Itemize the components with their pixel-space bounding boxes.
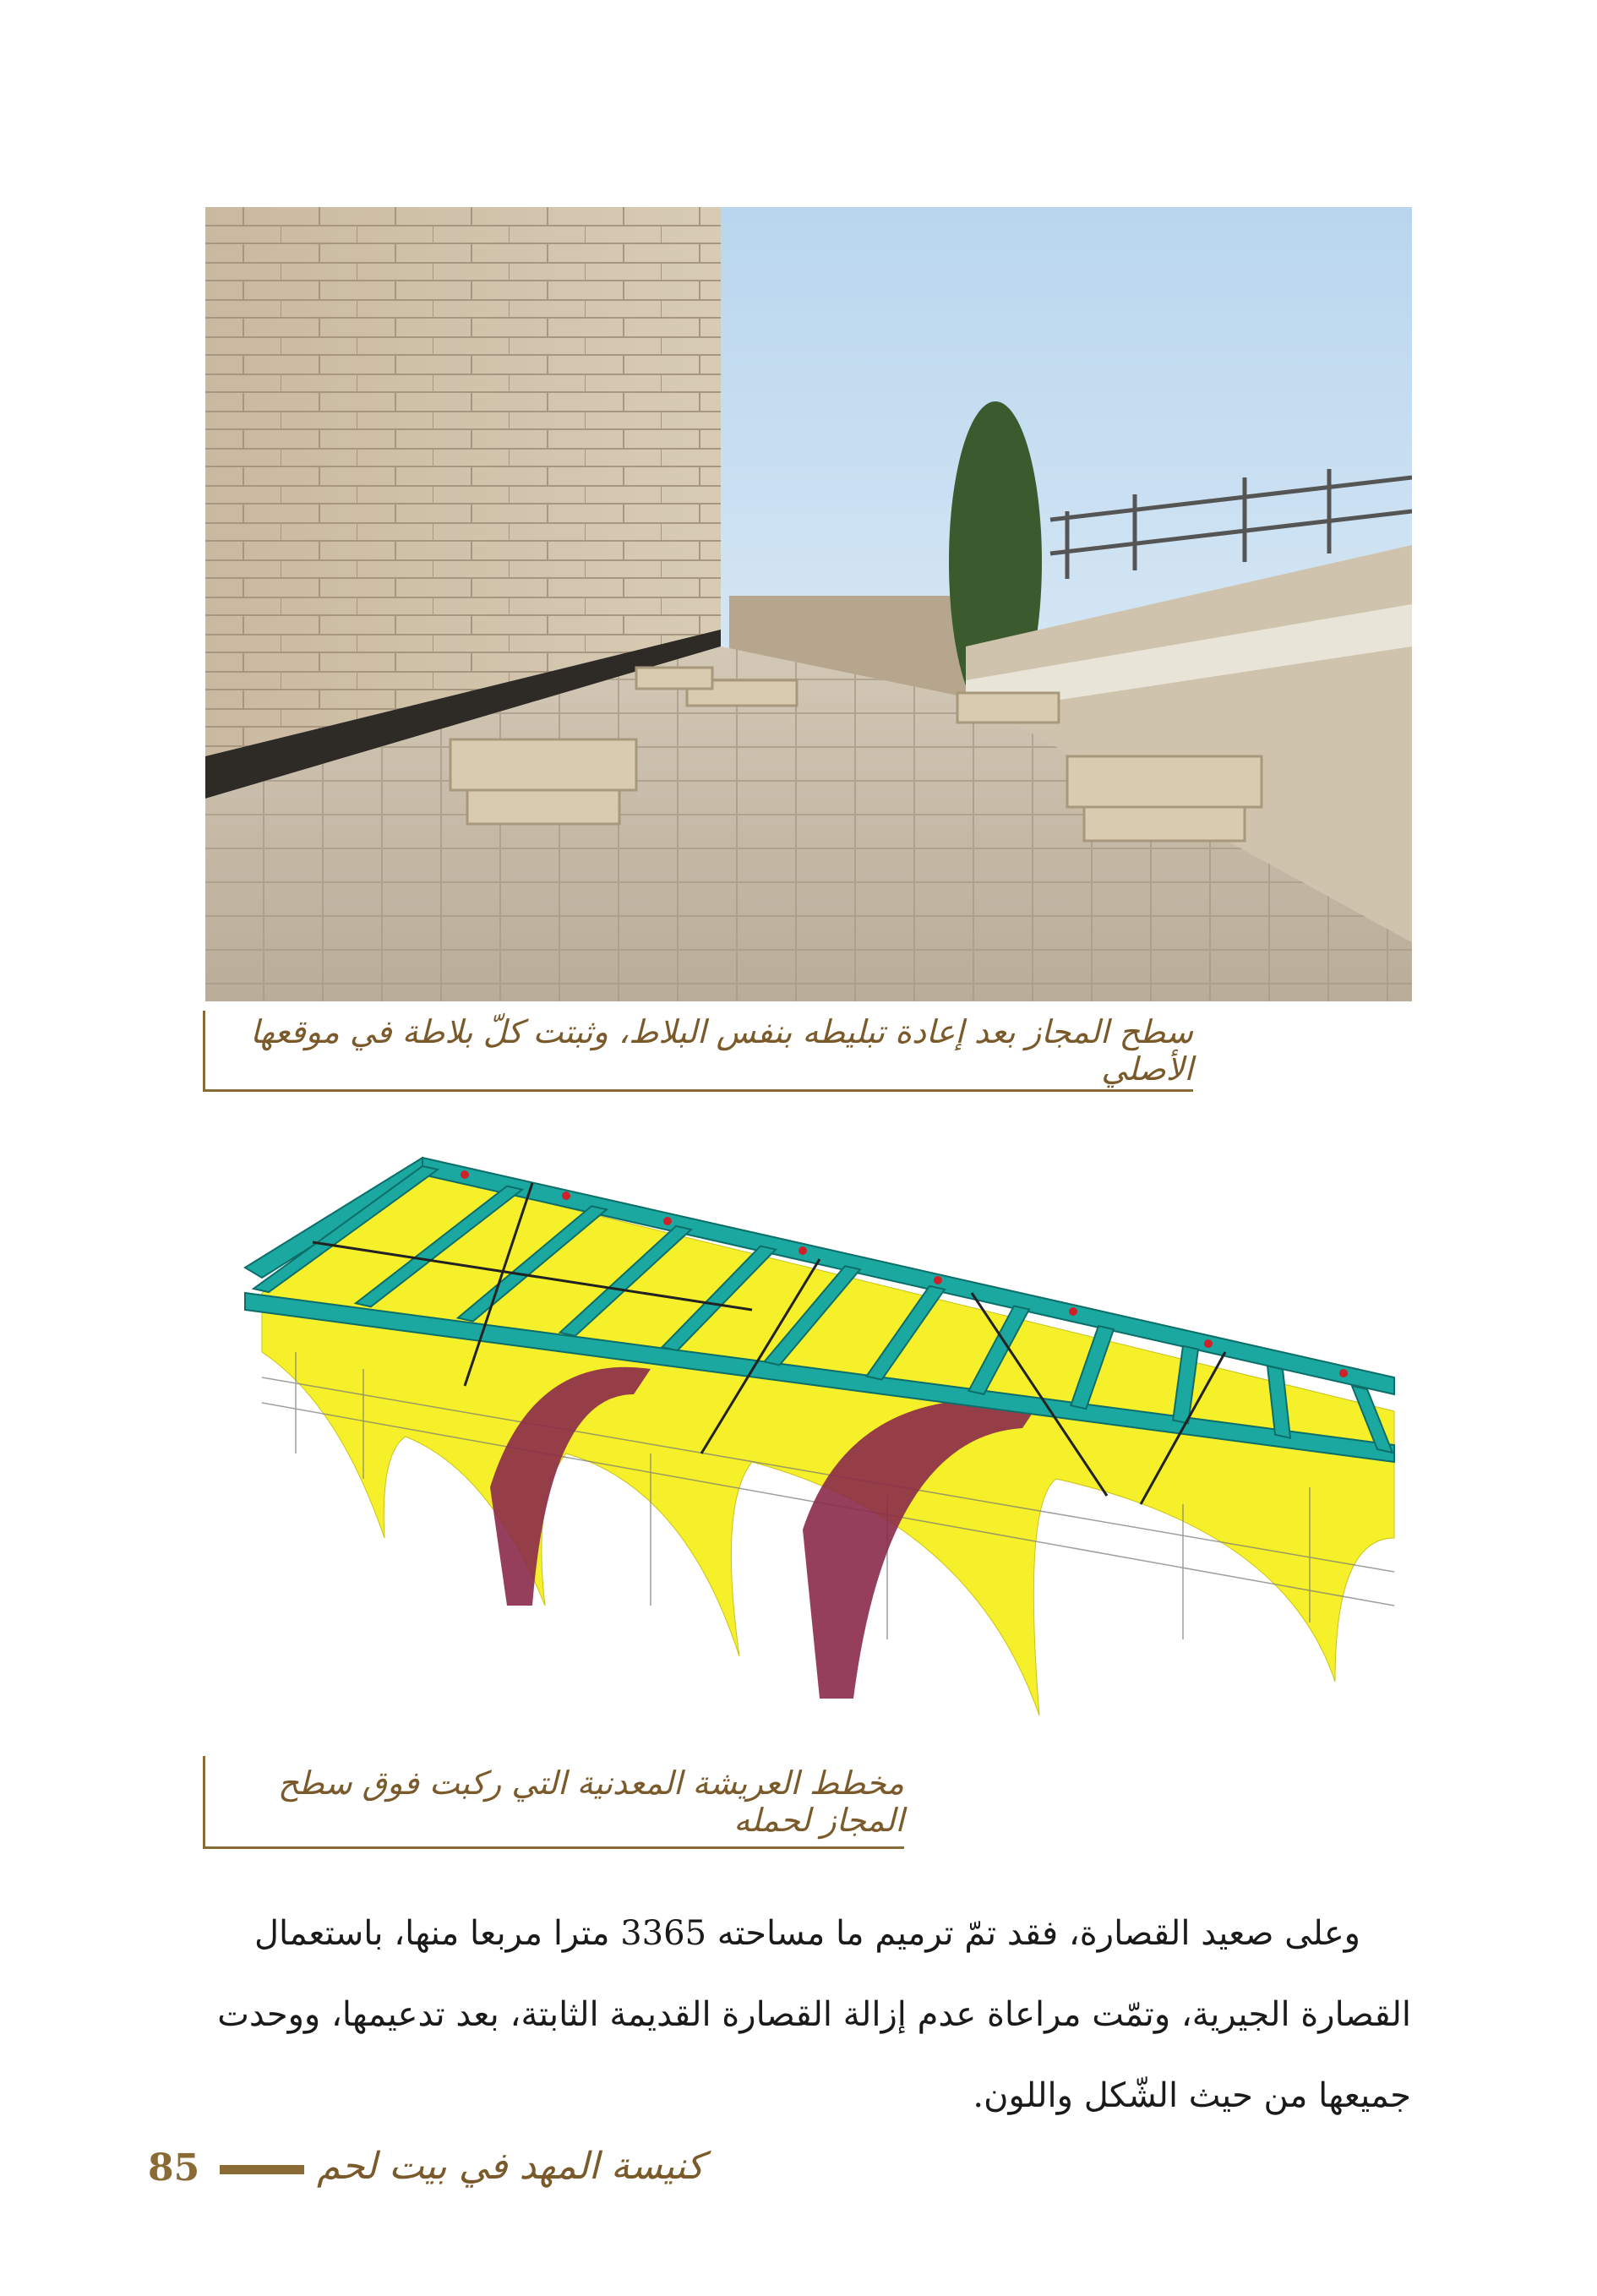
truss-diagram [211,1099,1411,1758]
photo-caption-text: سطح المجاز بعد إعادة تبليطه بنفس البلاط، وثبتت كلّ بلاطة في موقعها الأصلي [250,1012,1193,1088]
footer-divider [220,2165,304,2174]
diagram-caption [203,1756,904,1849]
page-number: 85 [148,2146,200,2190]
body-line-1: وعلى صعيد القصارة، فقد تمّ ترميم ما مساحته 3365 مترا مربعا منها، باستعمال [253,1914,1360,1953]
page-footer [148,2138,739,2206]
book-title: كنيسة المهد في بيت لحم [317,2145,705,2188]
body-line-2: القصارة الجيرية، وتمّت مراعاة عدم إزالة القصارة القديمة الثابتة، بعد تدعيمها، ووحدت [217,1995,1411,2034]
body-line-3: جميعها من حيث الشّكل واللون. [973,2076,1411,2115]
diagram-caption-text: مخطط العريشة المعدنية التي ركبت فوق سطح المجاز لحمله [278,1764,904,1839]
photo-caption [203,1011,1193,1092]
body-paragraph [203,1893,1411,2136]
roof-paving-photo [205,207,1412,1001]
